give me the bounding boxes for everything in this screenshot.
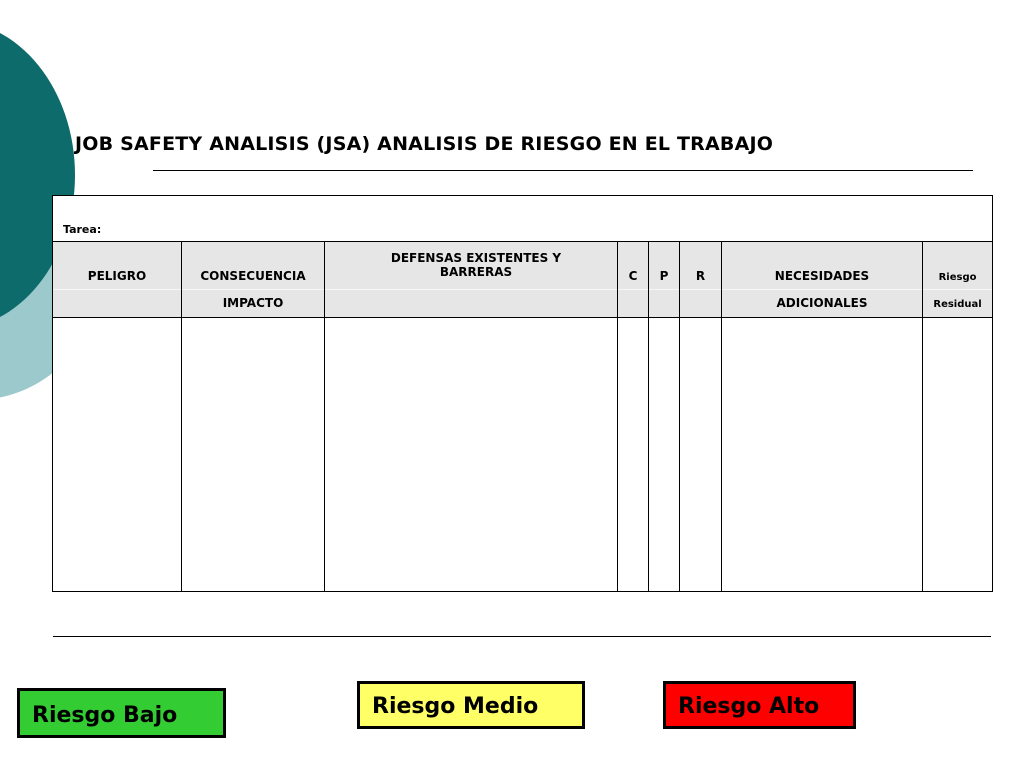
header-c-label: C — [628, 269, 638, 283]
header-impacto-label: IMPACTO — [222, 296, 284, 310]
header-adicionales-label: ADICIONALES — [776, 296, 868, 310]
header-peligro — [53, 242, 182, 318]
header-p — [649, 242, 680, 318]
header-r — [680, 242, 722, 318]
header-band — [680, 289, 721, 290]
header-band — [325, 289, 617, 290]
cell-p[interactable] — [649, 318, 680, 592]
header-residual-label: Residual — [933, 299, 982, 310]
header-band — [722, 289, 922, 290]
header-consecuencia-label: CONSECUENCIA — [200, 269, 306, 283]
header-riesgo-label: Riesgo — [938, 272, 977, 283]
header-band — [53, 289, 181, 290]
riesgo-alto-badge: Riesgo Alto — [663, 681, 856, 729]
header-band — [649, 289, 679, 290]
header-consecuencia — [182, 242, 325, 318]
header-band — [182, 289, 324, 290]
page-title: JOB SAFETY ANALISIS (JSA) ANALISIS DE RIESGO EN EL TRABAJO — [75, 133, 774, 155]
header-r-label: R — [695, 269, 706, 283]
riesgo-bajo-badge: Riesgo Bajo — [17, 688, 226, 738]
cell-peligro[interactable] — [53, 318, 182, 592]
header-row — [53, 242, 993, 318]
jsa-table — [52, 195, 993, 592]
riesgo-medio-badge: Riesgo Medio — [357, 681, 585, 729]
task-row — [53, 196, 993, 242]
header-peligro-label: PELIGRO — [87, 269, 147, 283]
header-p-label: P — [659, 269, 669, 283]
table-row — [53, 318, 993, 592]
cell-c[interactable] — [618, 318, 649, 592]
header-necesidades — [722, 242, 923, 318]
cell-consecuencia[interactable] — [182, 318, 325, 592]
task-field[interactable] — [53, 196, 993, 242]
header-band — [923, 289, 992, 290]
header-c — [618, 242, 649, 318]
cell-riesgo-residual[interactable] — [923, 318, 993, 592]
cell-r[interactable] — [680, 318, 722, 592]
cell-defensas[interactable] — [325, 318, 618, 592]
header-riesgo-residual — [923, 242, 993, 318]
header-defensas — [325, 242, 618, 318]
cell-necesidades[interactable] — [722, 318, 923, 592]
header-necesidades-label: NECESIDADES — [774, 269, 870, 283]
bottom-divider — [53, 636, 991, 637]
header-band — [618, 289, 648, 290]
task-label: Tarea: — [63, 223, 102, 236]
title-underline — [153, 170, 973, 171]
header-defensas-label: DEFENSAS EXISTENTES Y BARRERAS — [390, 251, 562, 279]
